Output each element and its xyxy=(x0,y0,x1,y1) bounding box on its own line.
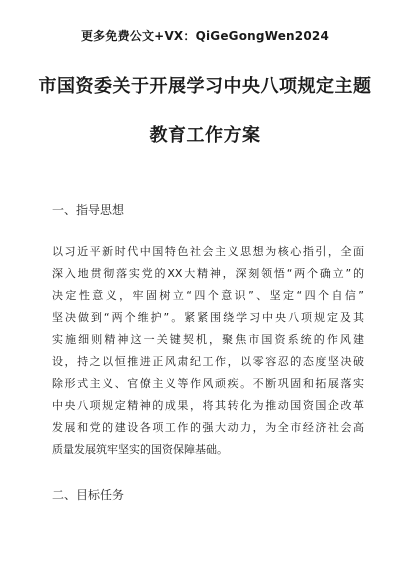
paragraph-line: 质量发展筑牢坚实的国资保障基础。 xyxy=(52,443,228,456)
paragraph-line: 深入地贯彻落实党的XX大精神，深刻领悟“两个确立”的 xyxy=(52,267,364,280)
section-heading-goals-and-tasks: 二、目标任务 xyxy=(52,488,125,502)
paragraph-line: 中央八项规定精神的成果，将其转化为推动国资国企改革 xyxy=(52,399,364,412)
paragraph-line: 实施细则精神这一关键契机，聚焦市国资系统的作风建 xyxy=(52,333,364,346)
paragraph-line: 以习近平新时代中国特色社会主义思想为核心指引，全面 xyxy=(52,245,364,258)
section-heading-guiding-ideology: 一、指导思想 xyxy=(52,203,125,217)
paragraph-line: 决定性意义，牢固树立“四个意识”、坚定“四个自信” xyxy=(52,289,364,302)
section-paragraph-guiding-ideology xyxy=(52,241,364,461)
document-title-line-2: 教育工作方案 xyxy=(149,125,261,146)
document-title-line-1: 市国资委关于开展学习中央八项规定主题 xyxy=(38,76,372,97)
paragraph-line: 设，持之以恒推进正风肃纪工作，以零容忍的态度坚决破 xyxy=(52,355,364,368)
paragraph-line: 发展和党的建设各项工作的强大动力，为全市经济社会高 xyxy=(52,421,364,434)
paragraph-line: 除形式主义、官僚主义等作风顽疾。不断巩固和拓展落实 xyxy=(52,377,364,390)
paragraph-line: 坚决做到“两个维护”。紧紧围绕学习中央八项规定及其 xyxy=(52,311,364,324)
header-watermark-note: 更多免费公文+VX：QiGeGongWen2024 xyxy=(80,29,329,43)
